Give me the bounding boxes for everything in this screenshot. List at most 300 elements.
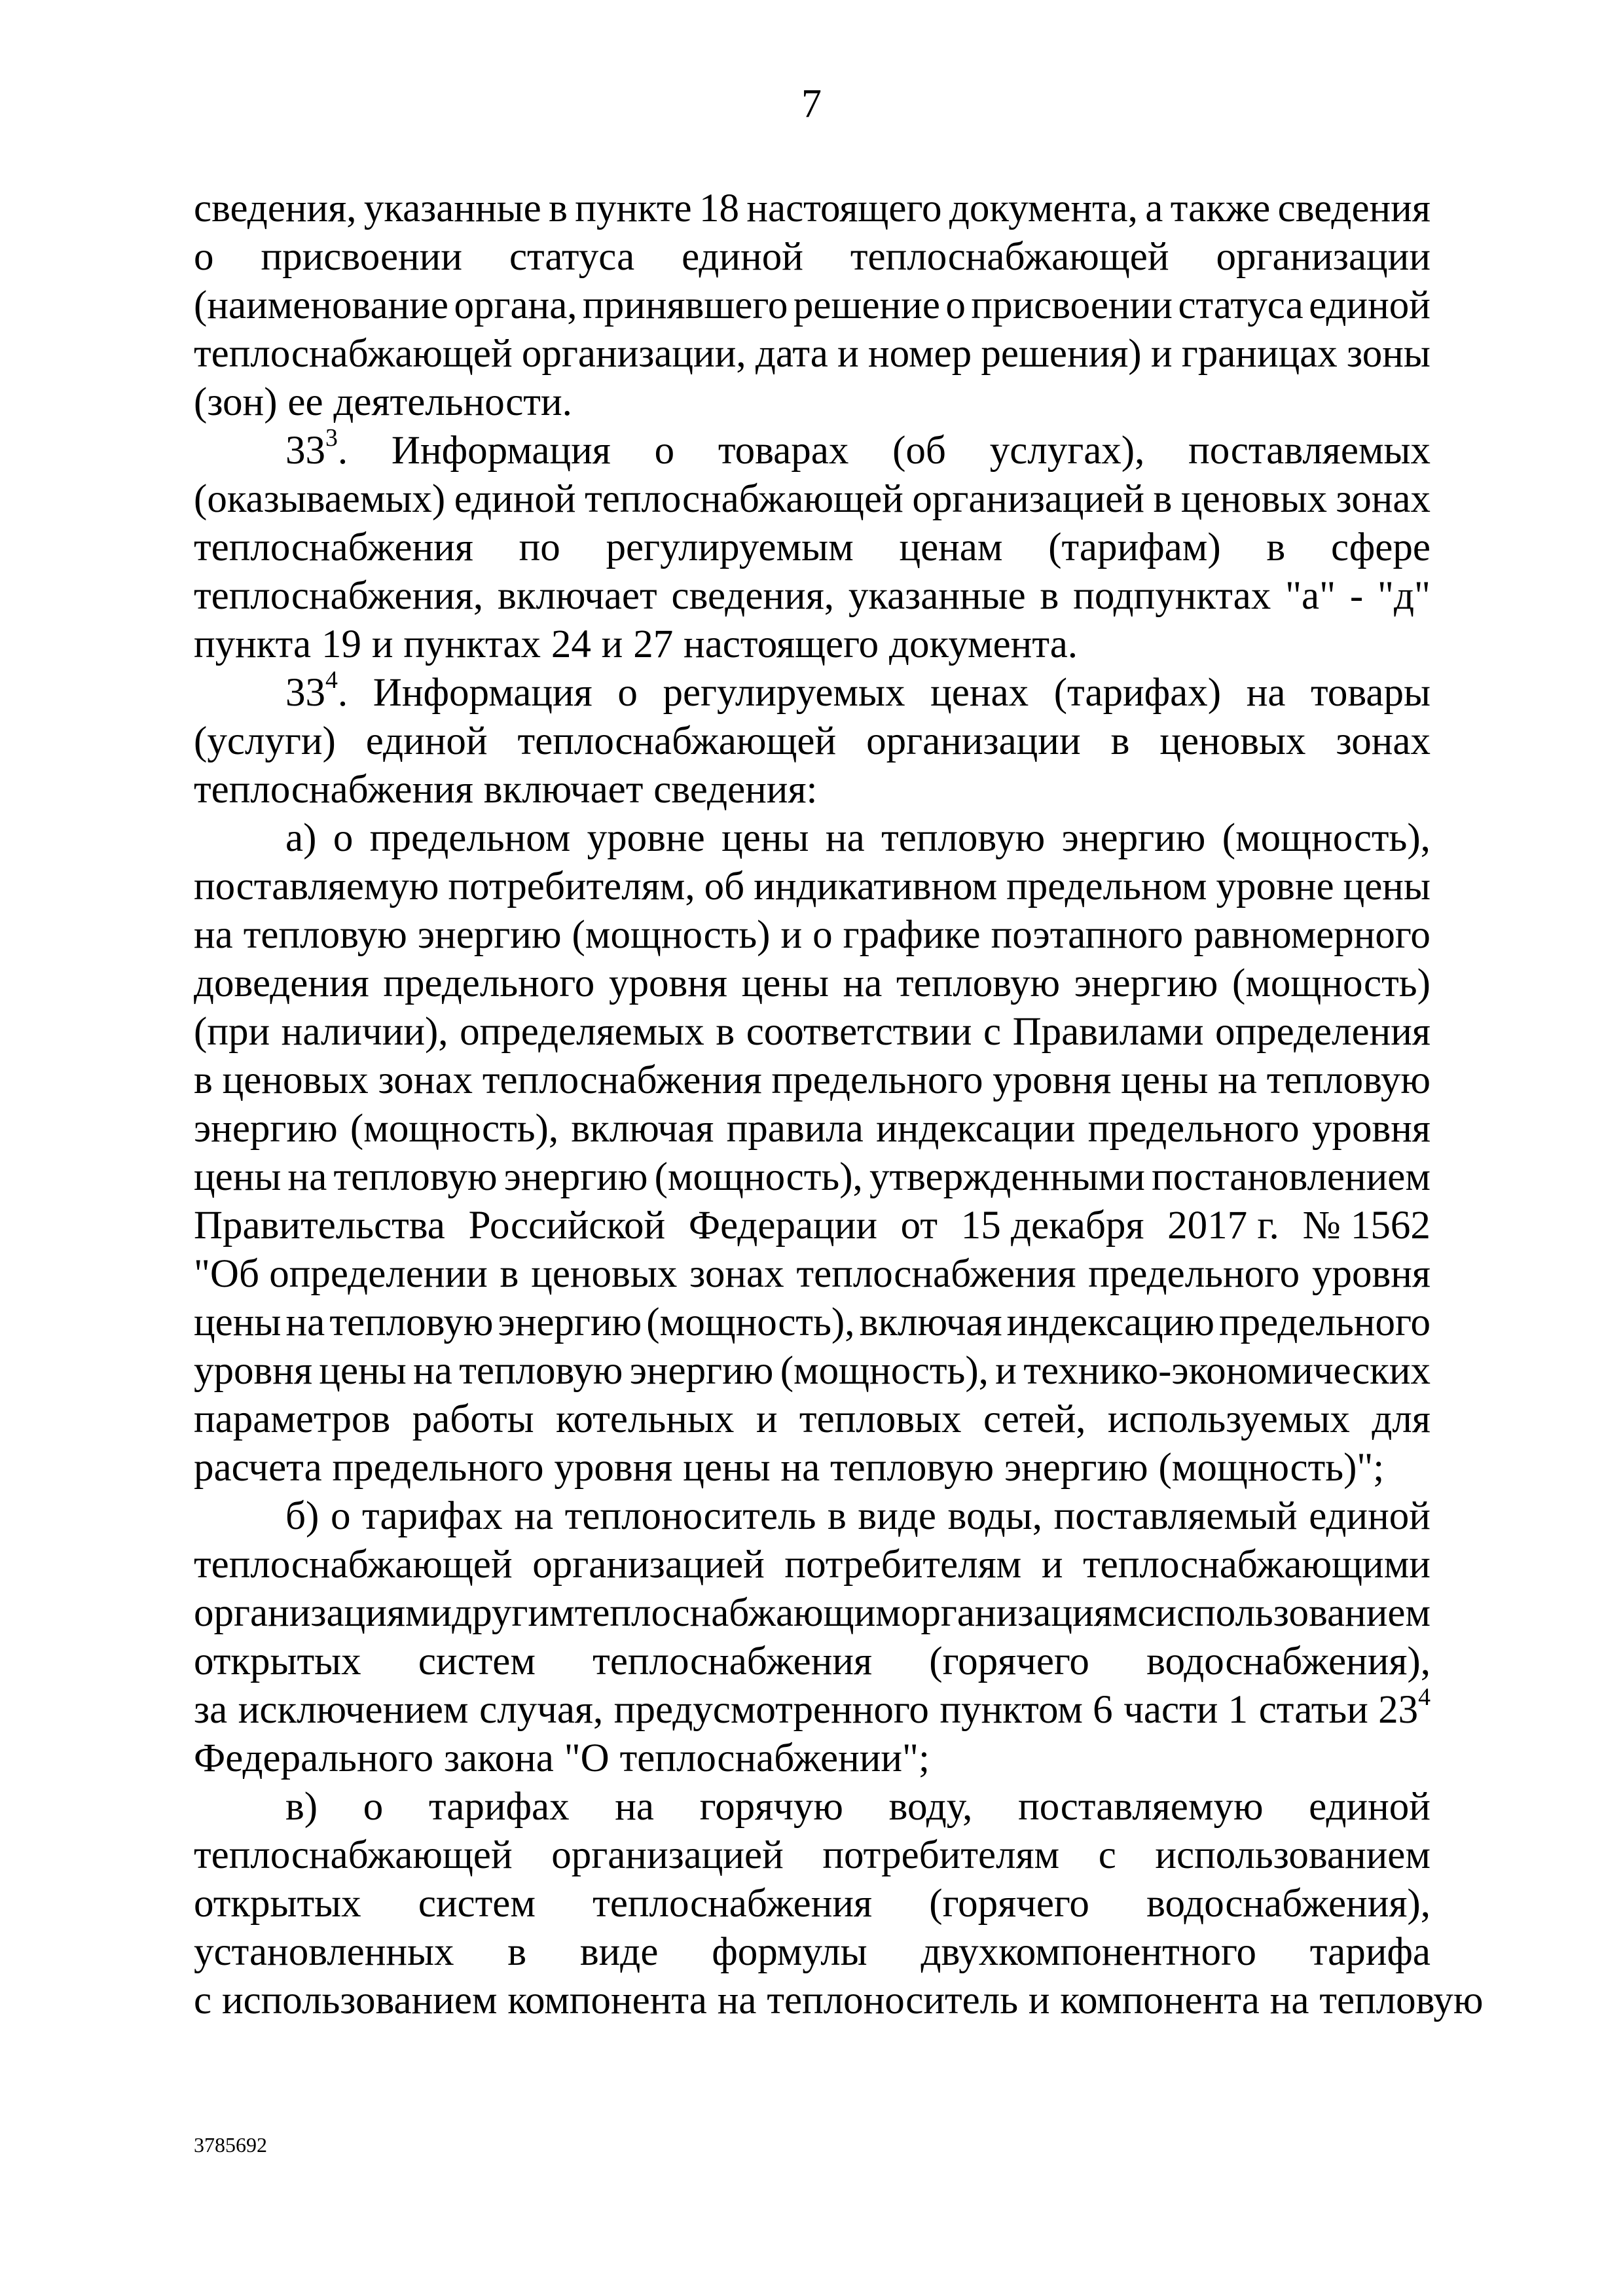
- word: постановлением: [1152, 1155, 1431, 1199]
- word: с: [1098, 1833, 1116, 1877]
- word: теплоноситель: [564, 1494, 816, 1538]
- word: о: [363, 1785, 384, 1829]
- text-line: [194, 1589, 1431, 1638]
- word: $33^4$.: [285, 666, 348, 715]
- word: сведения,: [671, 574, 835, 618]
- word: ценовых: [531, 1252, 678, 1296]
- word: сфере: [1330, 526, 1431, 569]
- word: виде: [579, 1930, 659, 1974]
- word: уровне: [587, 816, 705, 860]
- word: в: [716, 1010, 735, 1054]
- word: установленных: [194, 1930, 454, 1974]
- word: дата: [755, 332, 828, 376]
- word: цены: [194, 1300, 282, 1344]
- word: зонах: [1336, 477, 1431, 521]
- text-line: [194, 1008, 1431, 1056]
- word: № 1562: [1302, 1204, 1431, 1247]
- word: компонента: [1060, 1979, 1260, 2022]
- word: теплоснабжающей: [194, 332, 513, 376]
- word: организации: [866, 719, 1081, 763]
- word: на: [413, 1349, 452, 1393]
- word: зоны: [1347, 332, 1431, 376]
- word: о: [333, 816, 354, 860]
- text-line: [194, 1347, 1431, 1395]
- word: документа,: [949, 187, 1138, 230]
- word: 15 декабря: [960, 1204, 1144, 1247]
- word: Правительства: [194, 1204, 445, 1247]
- word: теплоснабжения: [482, 1058, 762, 1102]
- word: определения: [1215, 1010, 1431, 1054]
- word: зонах: [689, 1252, 784, 1296]
- word: на: [843, 961, 883, 1005]
- word: включая: [859, 1300, 1002, 1344]
- word: открытых: [194, 1882, 361, 1926]
- word: статуса: [1178, 283, 1304, 327]
- word: (мощность),: [780, 1349, 989, 1393]
- paragraph: [194, 1492, 1431, 1783]
- word: систем: [418, 1640, 536, 1683]
- word: индексации: [876, 1107, 1076, 1151]
- word: и: [780, 913, 803, 957]
- text-line: [194, 524, 1431, 572]
- word: цены: [683, 1446, 771, 1490]
- text-line: [194, 378, 1431, 427]
- word: теплоснабжения: [796, 1252, 1076, 1296]
- word: на: [780, 1446, 820, 1490]
- word: организации: [1216, 235, 1431, 279]
- word: Федерального: [194, 1736, 434, 1780]
- word: утвержденными: [869, 1155, 1145, 1199]
- word: и: [837, 332, 859, 376]
- word: регулируемых: [663, 671, 905, 715]
- word: с: [983, 1010, 1002, 1054]
- text-line: [194, 1299, 1431, 1347]
- word: принявшего: [583, 283, 788, 327]
- word: единой: [1309, 1494, 1431, 1538]
- text-line: [194, 1202, 1431, 1250]
- word: в: [507, 1930, 527, 1974]
- word: работы: [412, 1397, 534, 1441]
- word: указанные: [363, 187, 541, 230]
- word: документа.: [889, 622, 1078, 666]
- text-line: [194, 330, 1431, 378]
- word: технико-экономических: [1023, 1349, 1431, 1393]
- word: а): [285, 816, 317, 860]
- word: присвоении: [971, 283, 1173, 327]
- paragraph: [194, 1783, 1484, 2025]
- word: о: [330, 1494, 351, 1538]
- word: (тарифах): [1053, 671, 1222, 715]
- word: номер: [867, 332, 972, 376]
- word: цены: [721, 816, 809, 860]
- word: и: [1041, 1543, 1063, 1587]
- word: деятельности.: [333, 380, 572, 424]
- word: (об: [892, 429, 946, 473]
- word: в: [1040, 574, 1059, 618]
- word: с: [194, 1979, 212, 2022]
- word: единой: [365, 719, 488, 763]
- word: водоснабжения),: [1146, 1882, 1431, 1926]
- text-line: [194, 424, 1431, 475]
- word: "а": [1285, 574, 1336, 618]
- text-line: [194, 1153, 1431, 1202]
- text-line: [194, 185, 1431, 233]
- word: сведения,: [194, 187, 357, 230]
- word: пункта: [194, 622, 312, 666]
- word: предусмотренного: [613, 1688, 929, 1732]
- word: уровня: [554, 1446, 673, 1490]
- word: границах: [1181, 332, 1338, 376]
- word: и: [601, 622, 623, 666]
- word: подпунктах: [1073, 574, 1271, 618]
- word: (зон): [194, 380, 278, 424]
- word: на: [514, 1494, 554, 1538]
- word: уровня: [194, 1349, 313, 1393]
- text-line: [194, 1734, 1431, 1783]
- word: энергию: [1004, 1446, 1148, 1490]
- word: на: [1218, 1058, 1257, 1102]
- word: теплоснабжения,: [194, 574, 484, 618]
- text-line: [194, 233, 1431, 281]
- word: о: [194, 235, 214, 279]
- word: теплоснабжения: [593, 1882, 873, 1926]
- word: водоснабжения),: [1146, 1640, 1431, 1683]
- word: 18: [699, 187, 739, 230]
- word: предельного: [1219, 1300, 1431, 1344]
- word: теплоноситель: [767, 1979, 1019, 2022]
- word: уровня: [993, 1058, 1112, 1102]
- word: решение: [793, 283, 940, 327]
- word: на: [825, 816, 865, 860]
- word: потребителям: [784, 1543, 1022, 1587]
- word: теплоснабжающими: [1083, 1543, 1431, 1587]
- text-line: [194, 475, 1431, 524]
- word: 27: [633, 622, 674, 666]
- word: поставляемую: [194, 865, 439, 908]
- word: предельного: [1088, 1252, 1300, 1296]
- word: организацией: [532, 1543, 765, 1587]
- text-line: [194, 281, 1431, 330]
- word: б): [285, 1494, 319, 1538]
- word: в: [1266, 526, 1286, 569]
- word: воду,: [888, 1785, 973, 1829]
- word: графике: [843, 913, 981, 957]
- word: "Об определении: [194, 1252, 488, 1296]
- word: индикативном: [754, 865, 998, 908]
- text-line: [194, 1395, 1431, 1444]
- text-line: [194, 960, 1431, 1008]
- page-number: 7: [801, 82, 822, 126]
- word: (оказываемых): [194, 477, 446, 521]
- word: виде: [858, 1494, 936, 1538]
- word: энергию: [1074, 961, 1218, 1005]
- word: поставляемый: [1053, 1494, 1298, 1538]
- word: зонах: [1336, 719, 1431, 763]
- word: тепловую: [243, 913, 407, 957]
- document-body: [194, 185, 1484, 2025]
- word: теплоснабжающей: [194, 1543, 513, 1587]
- word: организациям: [900, 1591, 1138, 1635]
- superscript: 4: [1418, 1683, 1431, 1711]
- word: ценам: [899, 526, 1003, 569]
- word: другим: [452, 1591, 575, 1635]
- word: цены: [319, 1349, 407, 1393]
- word: в: [1153, 477, 1173, 521]
- word: на: [285, 1300, 325, 1344]
- word: на: [615, 1785, 655, 1829]
- word: цены: [194, 1155, 282, 1199]
- text-line: [194, 1977, 1484, 2025]
- word: энергию: [194, 1107, 338, 1151]
- word: двухкомпонентного: [921, 1930, 1256, 1974]
- word: организацией: [551, 1833, 784, 1877]
- word: предельного: [332, 1446, 544, 1490]
- word: расчета: [194, 1446, 322, 1490]
- word: поставляемую: [1018, 1785, 1264, 1829]
- word: на: [194, 913, 233, 957]
- word: а: [1145, 187, 1163, 230]
- word: включает: [498, 574, 657, 618]
- word: за: [194, 1688, 228, 1732]
- word: сетей,: [983, 1397, 1086, 1441]
- word: "О: [564, 1736, 610, 1780]
- word: присвоении: [261, 235, 462, 279]
- text-line: [194, 1783, 1431, 1831]
- word: тепловую: [1319, 1979, 1484, 2022]
- word: на: [717, 1979, 757, 2022]
- text-line: [194, 1105, 1431, 1153]
- word: наличии),: [281, 1010, 448, 1054]
- word: о: [812, 913, 833, 957]
- superscript: 4: [325, 666, 338, 694]
- word: тарифах: [428, 1785, 570, 1829]
- word: на: [1246, 671, 1286, 715]
- text-line: [194, 1880, 1431, 1928]
- word: тепловую: [459, 1349, 623, 1393]
- word: товары: [1311, 671, 1431, 715]
- word: предельного: [1087, 1107, 1300, 1151]
- word: о: [945, 283, 966, 327]
- word: используемых: [1107, 1397, 1350, 1441]
- word: организациями: [194, 1591, 452, 1635]
- word: ценовых: [1180, 477, 1327, 521]
- word: включая: [571, 1107, 714, 1151]
- word: от: [900, 1204, 938, 1247]
- word: единой: [682, 235, 803, 279]
- word: систем: [418, 1882, 536, 1926]
- word: поставляемых: [1188, 429, 1431, 473]
- document-code: 3785692: [194, 2133, 267, 2157]
- paragraph: [194, 185, 1431, 427]
- word: тепловую: [896, 961, 1061, 1005]
- word: тепловую: [881, 816, 1046, 860]
- word: цены: [1121, 1058, 1209, 1102]
- word: (горячего: [929, 1882, 1089, 1926]
- word: в: [194, 1058, 213, 1102]
- text-line: [194, 1056, 1431, 1105]
- word: на: [287, 1155, 327, 1199]
- word: энергию: [1061, 816, 1206, 860]
- word: единой: [1309, 283, 1431, 327]
- word: горячую: [699, 1785, 843, 1829]
- word: случая,: [479, 1688, 604, 1732]
- word: теплоснабжения: [194, 768, 473, 812]
- word: (мощность),: [646, 1300, 855, 1344]
- word: для: [1372, 1397, 1431, 1441]
- word: статьи $23^4$: [1258, 1683, 1431, 1732]
- word: и: [995, 1349, 1017, 1393]
- word: теплоснабжающей: [850, 235, 1169, 279]
- word: энергию: [417, 913, 562, 957]
- word: цены: [1343, 865, 1431, 908]
- word: зонах: [378, 1058, 473, 1102]
- word: ценах: [930, 671, 1029, 715]
- word: в): [285, 1785, 318, 1829]
- word: 19: [321, 622, 361, 666]
- word: настоящего: [746, 187, 942, 230]
- word: тепловую: [830, 1446, 994, 1490]
- word: использованием: [1155, 1833, 1431, 1877]
- paragraph: [194, 666, 1431, 814]
- word: (наименование: [194, 283, 448, 327]
- text-line: [194, 620, 1431, 669]
- text-line: [194, 863, 1431, 911]
- word: воды,: [947, 1494, 1042, 1538]
- text-line: [194, 717, 1431, 766]
- word: уровне: [1216, 865, 1334, 908]
- word: о: [617, 671, 638, 715]
- word: и: [1028, 1979, 1050, 2022]
- word: открытых: [194, 1640, 361, 1683]
- word: сведения: [1277, 187, 1431, 230]
- text-line: [194, 1250, 1431, 1299]
- word: энергию: [503, 1155, 648, 1199]
- text-line: [194, 911, 1431, 960]
- word: пунктом 6: [939, 1688, 1113, 1732]
- word: предельного: [383, 961, 595, 1005]
- word: предельного: [771, 1058, 983, 1102]
- text-line: [194, 766, 1431, 814]
- paragraph: [194, 814, 1431, 1492]
- word: потребителям: [822, 1833, 1060, 1877]
- word: и: [756, 1397, 778, 1441]
- word: соответствии: [746, 1010, 972, 1054]
- word: настоящего: [684, 622, 879, 666]
- word: индексацию: [1006, 1300, 1214, 1344]
- word: -: [1349, 574, 1364, 618]
- word: (услуги): [194, 719, 336, 763]
- word: энергию: [498, 1300, 642, 1344]
- word: в: [549, 187, 568, 230]
- word: услугах),: [989, 429, 1145, 473]
- word: исключением: [238, 1688, 469, 1732]
- word: Информация: [373, 671, 593, 715]
- word: Информация: [391, 429, 611, 473]
- text-line: [194, 1541, 1431, 1589]
- word: органа,: [454, 283, 577, 327]
- word: тепловых: [799, 1397, 962, 1441]
- word: потребителям,: [448, 865, 695, 908]
- word: поэтапного: [991, 913, 1184, 957]
- text-line: [194, 1831, 1431, 1880]
- word: ценовых: [1159, 719, 1306, 763]
- word: указанные: [848, 574, 1026, 618]
- word: с: [1137, 1591, 1156, 1635]
- word: (при: [194, 1010, 270, 1054]
- word: Российской: [468, 1204, 666, 1247]
- word: и: [371, 622, 393, 666]
- word: уровня: [1311, 1252, 1431, 1296]
- word: использованием: [221, 1979, 498, 2022]
- word: теплоснабжении";: [619, 1736, 930, 1780]
- word: Правилами: [1012, 1010, 1204, 1054]
- word: (мощность): [572, 913, 771, 957]
- word: уровня: [1311, 1107, 1431, 1151]
- word: 2017 г.: [1167, 1204, 1279, 1247]
- word: единой: [454, 477, 576, 521]
- word: $33^3$.: [285, 424, 348, 473]
- word: единой: [1309, 1785, 1431, 1829]
- word: и: [1150, 332, 1173, 376]
- word: компонента: [507, 1979, 707, 2022]
- word: закона: [443, 1736, 554, 1780]
- word: в: [828, 1494, 847, 1538]
- word: ценовых: [222, 1058, 369, 1102]
- word: тепловую: [1266, 1058, 1431, 1102]
- word: (мощность),: [654, 1155, 863, 1199]
- text-line: [194, 1928, 1431, 1977]
- text-line: [194, 814, 1431, 863]
- paragraph: [194, 424, 1431, 669]
- word: о: [654, 429, 675, 473]
- word: регулируемым: [606, 526, 854, 569]
- word: использованием: [1155, 1591, 1431, 1635]
- word: уровня: [608, 961, 727, 1005]
- word: теплоснабжения: [194, 526, 473, 569]
- word: (мощность)";: [1158, 1446, 1385, 1490]
- word: об: [704, 865, 745, 908]
- word: сведения:: [653, 768, 818, 812]
- word: Федерации: [688, 1204, 877, 1247]
- word: пункте: [575, 187, 692, 230]
- word: статуса: [509, 235, 635, 279]
- word: предельном: [369, 816, 571, 860]
- word: теплоснабжающей: [517, 719, 837, 763]
- text-line: [194, 572, 1431, 620]
- word: товарах: [718, 429, 849, 473]
- word: в: [500, 1252, 519, 1296]
- word: теплоснабжающей: [585, 477, 903, 521]
- superscript: 3: [325, 424, 338, 452]
- text-line: [194, 1444, 1431, 1492]
- word: параметров: [194, 1397, 391, 1441]
- word: ее: [287, 380, 323, 424]
- word: предельном: [1006, 865, 1207, 908]
- word: теплоснабжающим: [574, 1591, 901, 1635]
- word: (мощность): [1232, 961, 1431, 1005]
- word: включает: [483, 768, 644, 812]
- word: части 1: [1123, 1688, 1249, 1732]
- word: (тарифам): [1048, 526, 1221, 569]
- word: (мощность),: [350, 1107, 559, 1151]
- word: тепловую: [333, 1155, 498, 1199]
- text-line: [194, 666, 1431, 717]
- word: (мощность),: [1222, 816, 1431, 860]
- word: теплоснабжения: [593, 1640, 873, 1683]
- word: пунктах: [403, 622, 541, 666]
- word: энергию: [629, 1349, 774, 1393]
- word: (горячего: [929, 1640, 1089, 1683]
